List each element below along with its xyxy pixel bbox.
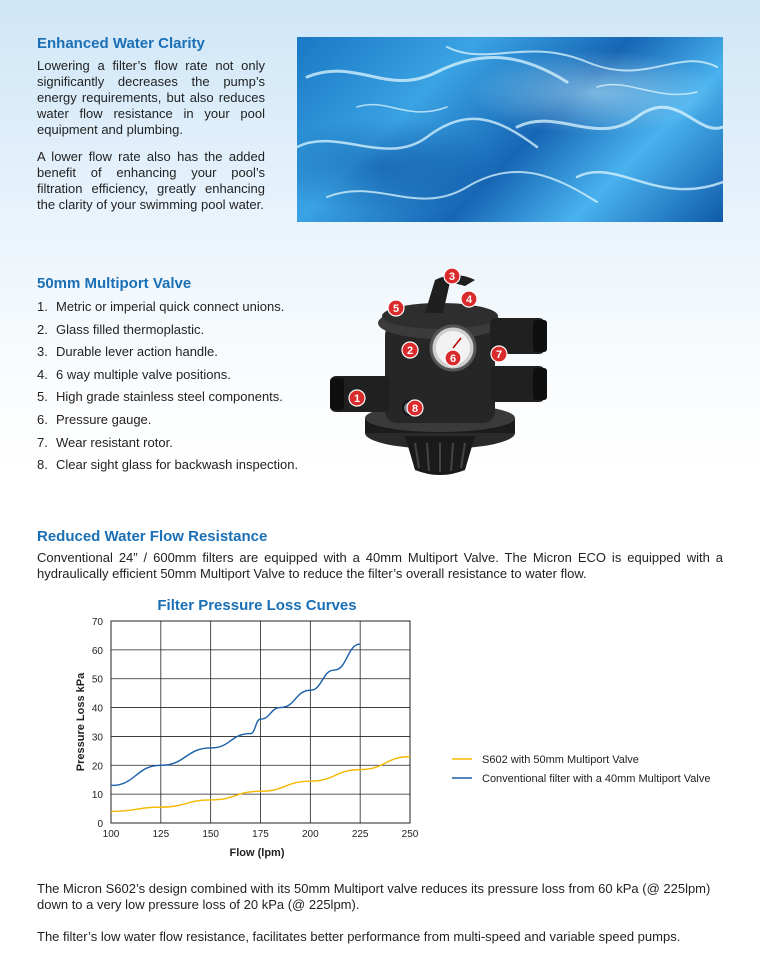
- pool-water-photo: [297, 37, 723, 222]
- pump-performance-paragraph: The filter’s low water flow resistance, facilitates better performance from multi-speed and variable speed pumps.: [37, 929, 681, 944]
- callout-7-icon: [491, 346, 507, 362]
- callout-6-icon: [445, 350, 461, 366]
- list-item: 2. Glass filled thermoplastic.: [37, 321, 205, 337]
- y-tick-label: 0: [97, 819, 103, 830]
- x-tick-label: 125: [152, 829, 170, 840]
- water-clarity-paragraph-1: Lowering a filter’s flow rate not only significantly decreases the pump’s energy requirements, but also reduces water flow resistance in your pool equipment and plumbing.: [37, 58, 265, 137]
- callout-8-icon: [407, 400, 423, 416]
- x-axis-label: Flow (lpm): [229, 847, 285, 859]
- svg-text:7: 7: [495, 349, 503, 361]
- callout-4-icon: [461, 291, 477, 307]
- legend-label: S602 with 50mm Multiport Valve: [482, 754, 639, 766]
- list-item: 3. Durable lever action handle.: [37, 344, 218, 360]
- list-item: 5. High grade stainless steel components.: [37, 389, 283, 405]
- list-item: 1. Metric or imperial quick connect unions.: [37, 299, 285, 314]
- valve-features-list: [37, 298, 307, 479]
- callout-5-icon: [388, 300, 404, 316]
- y-tick-label: 70: [91, 617, 103, 628]
- water-clarity-paragraph-2: A lower flow rate also has the added benefit of enhancing your pool’s filtration efficiency, greatly enhancing the clarity of your swimming pool water.: [37, 149, 265, 212]
- multiport-valve-heading: 50mm Multiport Valve: [37, 275, 192, 292]
- pressure-loss-chart: [70, 590, 750, 865]
- y-tick-label: 60: [91, 645, 103, 657]
- callout-2-icon: [402, 342, 418, 358]
- y-axis-label: Pressure Loss kPa: [75, 672, 87, 772]
- svg-text:6: 6: [449, 353, 457, 365]
- list-item: 8. Clear sight glass for backwash inspection.: [37, 457, 299, 473]
- legend-label: Conventional filter with a 40mm Multiport Valve: [482, 773, 711, 785]
- list-item: 6. Pressure gauge.: [37, 411, 152, 427]
- svg-text:1: 1: [353, 393, 361, 405]
- callout-1-icon: [349, 390, 365, 406]
- reduced-flow-resistance-heading: Reduced Water Flow Resistance: [37, 528, 268, 545]
- pressure-loss-summary-paragraph: The Micron S602’s design combined with its 50mm Multiport valve reduces its pressure loss from 60 kPa (@ 225lpm) down to a very low pressure loss of 20 kPa (@ 225lpm).: [37, 881, 711, 912]
- chart-title: Filter Pressure Loss Curves: [157, 597, 357, 614]
- multiport-valve-image: [315, 268, 555, 488]
- x-tick-label: 250: [401, 829, 419, 840]
- list-item: 7. Wear resistant rotor.: [37, 434, 173, 450]
- y-tick-label: 30: [91, 732, 103, 744]
- chart-svg: [70, 590, 750, 865]
- callout-3-icon: [444, 268, 460, 284]
- x-tick-label: 175: [252, 829, 269, 840]
- svg-text:2: 2: [406, 345, 414, 357]
- svg-text:5: 5: [392, 303, 400, 315]
- y-tick-label: 50: [91, 674, 103, 686]
- y-tick-label: 10: [91, 790, 103, 802]
- svg-text:3: 3: [448, 271, 456, 283]
- x-tick-label: 225: [351, 829, 369, 840]
- list-item: 4. 6 way multiple valve positions.: [37, 366, 231, 382]
- svg-text:4: 4: [465, 294, 473, 306]
- x-tick-label: 100: [102, 829, 120, 840]
- y-tick-label: 40: [91, 703, 103, 715]
- x-tick-label: 200: [301, 829, 319, 840]
- svg-text:8: 8: [411, 403, 419, 415]
- y-tick-label: 20: [91, 761, 103, 773]
- enhanced-water-clarity-heading: Enhanced Water Clarity: [37, 35, 205, 52]
- x-tick-label: 150: [202, 829, 220, 840]
- flow-resistance-paragraph: Conventional 24” / 600mm filters are equipped with a 40mm Multiport Valve. The Micron ECO is equipped with a hydraulically efficient 50mm Multiport Valve to reduce the filter’s overall resistance to water flow.: [37, 550, 723, 581]
